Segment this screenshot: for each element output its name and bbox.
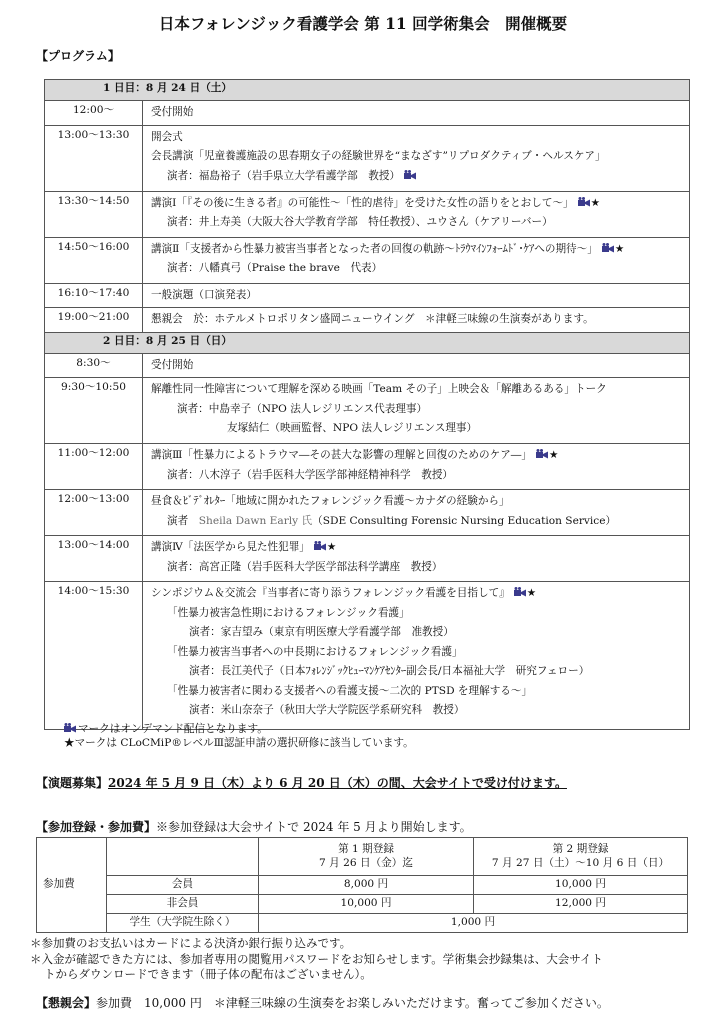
time-cell: 11:00～12:00: [45, 444, 143, 490]
time-cell: 16:10～17:40: [45, 283, 143, 308]
program-heading: 【プログラム】: [36, 49, 120, 63]
registration-heading: 【参加登録・参加費】※参加登録は大会サイトで 2024 年 5 月より開始します。: [36, 820, 472, 834]
time-cell: 8:30～: [45, 353, 143, 378]
star-icon: ★: [549, 449, 559, 461]
time-cell: 13:00～14:00: [45, 536, 143, 582]
content-cell: 講演Ⅱ「支援者から性暴力被害当事者となった者の回復の軌跡～ﾄﾗｳﾏｲﾝﾌｫｰﾑﾄﾞ･ｹｱへの期待～」 ★ 演者：八幡真弓（Praise the brave 代表）: [143, 237, 690, 283]
legend-notes: マークはオンデマンド配信となります。 ★マークは CLoCMiP®レベルⅢ認証申請の選択研修に該当しています。: [64, 723, 414, 749]
table-row: [45, 582, 690, 730]
on-demand-camera-icon: [514, 587, 526, 597]
day1-header: 1 日目：8 月 24 日（土）: [45, 80, 690, 101]
table-row: [45, 237, 690, 283]
table-row: [45, 308, 690, 333]
table-row: [45, 353, 690, 378]
time-cell: 19:00～21:00: [45, 308, 143, 333]
on-demand-camera-icon: [314, 541, 326, 551]
content-cell: 受付開始: [143, 101, 690, 126]
star-icon: ★: [590, 196, 601, 209]
period2-header: 第 2 期登録 7 月 27 日（土）～10 月 6 日（日）: [474, 838, 688, 876]
on-demand-camera-icon: [536, 449, 548, 459]
table-row: [45, 490, 690, 536]
content-cell: 一般演題（口演発表）: [143, 283, 690, 308]
abstract-call: 【演題募集】2024 年 5 月 9 日（木）より 6 月 20 日（木）の間、大会サイトで受け付けます。: [36, 776, 567, 790]
program-table: [44, 79, 690, 730]
table-row: [45, 444, 690, 490]
on-demand-camera-icon: [602, 243, 614, 253]
content-cell: 講演Ⅳ「法医学から見た性犯罪」 ★ 演者：高宮正隆（岩手医科大学医学部法科学講座 教授）: [143, 536, 690, 582]
on-demand-camera-icon: [64, 723, 76, 733]
table-row: [45, 536, 690, 582]
time-cell: 12:00～13:00: [45, 490, 143, 536]
content-cell: 講演Ⅰ「『その後に生きる者』の可能性～「性的虐待」を受けた女性の語りをとおして～」 ★ 演者：井上寿美（大阪大谷大学教育学部 特任教授）、ユウさん（ケアリーバー）: [143, 191, 690, 237]
fee-notes: ＊参加費のお支払いはカードによる決済か銀行振り込みです。 ＊入金が確認できた方には、参加者専用の閲覧用パスワードをお知らせします。学術集会抄録集は、大会サイト トからダウンロードできます（冊子体の配布はございません）。: [30, 936, 603, 981]
time-cell: 12:00～: [45, 101, 143, 126]
on-demand-camera-icon: [404, 170, 416, 180]
content-cell: 講演Ⅲ「性暴力によるトラウマ―その甚大な影響の理解と回復のためのケア―」 ★ 演者：八木淳子（岩手医科大学医学部神経精神科学 教授）: [143, 444, 690, 490]
star-icon: ★: [326, 541, 337, 553]
fee-label: 参加費: [37, 876, 107, 895]
party-info: 【懇親会】参加費 10,000 円 ＊津軽三味線の生演奏をお楽しみいただけます。奮ってご参加ください。: [36, 996, 609, 1010]
star-icon: ★: [614, 242, 625, 255]
time-cell: 14:50～16:00: [45, 237, 143, 283]
content-cell: 開会式 会長講演「児童養護施設の思春期女子の経験世界を“まなざす”リプロダクティブ・ヘルスケア」 演者：福島裕子（岩手県立大学看護学部 教授）: [143, 125, 690, 191]
fee-table: 第 1 期登録 7 月 26 日（金）迄 第 2 期登録 7 月 27 日（土）～10 月 6 日（日） 参加費 会員 8,000 円 10,000 円 非会員 10,000 円 12,000 円 学生（大学院生除く） 1,000 円: [36, 837, 688, 933]
time-cell: 13:30～14:50: [45, 191, 143, 237]
period1-header: 第 1 期登録 7 月 26 日（金）迄: [259, 838, 474, 876]
on-demand-camera-icon: [578, 197, 590, 207]
table-row: [45, 125, 690, 191]
content-cell: 解離性同一性障害について理解を深める映画「Team その子」上映会＆「解離あるある」トーク 演者：中島幸子（NPO 法人レジリエンス代表理事） 友塚結仁（映画監督、NPO 法人レジリエンス理事）: [143, 378, 690, 444]
time-cell: 14:00～15:30: [45, 582, 143, 730]
table-row: [45, 101, 690, 126]
content-cell: 昼食＆ﾋﾞﾃﾞｵﾚﾀｰ「地域に開かれたフォレンジック看護～カナダの経験から」 演者 Sheila Dawn Early 氏（SDE Consulting Forensic Nursing Education Service）: [143, 490, 690, 536]
table-row: [45, 191, 690, 237]
star-icon: ★: [526, 587, 537, 599]
star-icon: ★: [64, 737, 75, 749]
content-cell: 受付開始: [143, 353, 690, 378]
table-row: [45, 378, 690, 444]
day2-header: 2 日目：8 月 25 日（日）: [45, 332, 690, 353]
content-cell: 懇親会 於：ホテルメトロポリタン盛岡ニューウイング ＊津軽三味線の生演奏があります。: [143, 308, 690, 333]
page-title: 日本フォレンジック看護学会 第 11 回学術集会 開催概要: [158, 14, 568, 33]
content-cell: シンポジウム＆交流会『当事者に寄り添うフォレンジック看護を目指して』 ★ 「性暴力被害急性期におけるフォレンジック看護」 演者：家吉望み（東京有明医療大学看護学部 准教授） 「性暴力被害当事者への中長期におけるフォレンジック看護」 演者：長江美代子（日本ﾌｫﾚﾝｼﾞｯｸﾋｭｰﾏﾝｹｱｾﾝﾀｰ副会長/日本福祉大学 研究フェロー） 「性暴力被害者に関わる支援者への看護支援～二次的 PTSD を理解する～」 演者：米山奈奈子（秋田大学大学院医学系研究科 教授）: [143, 582, 690, 730]
time-cell: 13:00～13:30: [45, 125, 143, 191]
table-row: [45, 283, 690, 308]
time-cell: 9:30～10:50: [45, 378, 143, 444]
